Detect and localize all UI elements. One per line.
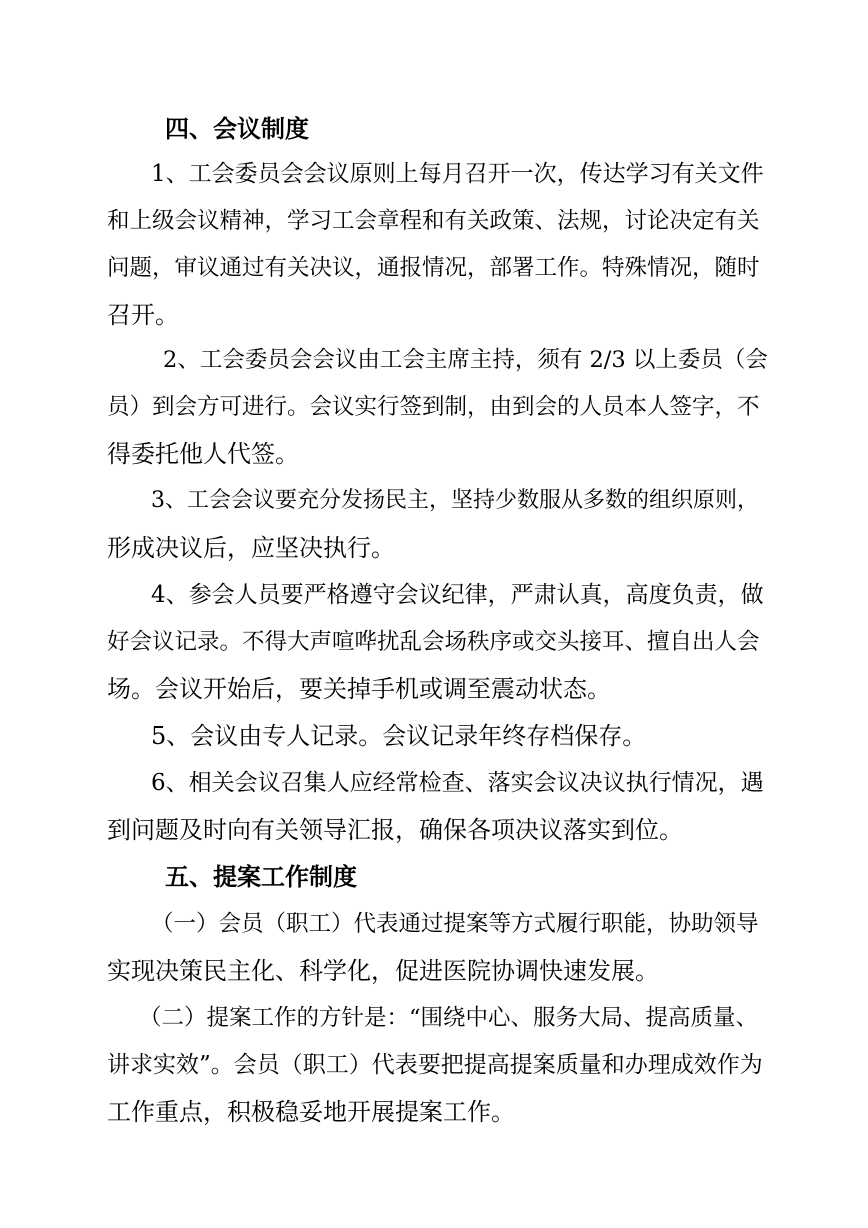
text-line: 实现决策民主化、科学化，促进医院协调快速发展。 [107, 957, 659, 985]
text-line: 得委托他人代签。 [107, 440, 299, 468]
section-heading-meeting-system: 四、会议制度 [165, 115, 309, 143]
text-line: 到问题及时向有关领导汇报，确保各项决议落实到位。 [107, 816, 683, 844]
text-line: 2、工会委员会会议由工会主席主持，须有 2/3 以上委员（会 [163, 347, 768, 373]
text-line: 1、工会委员会会议原则上每月召开一次，传达学习有关文件 [151, 161, 764, 187]
text-line: （一）会员（职工）代表通过提案等方式履行职能，协助领导 [151, 911, 759, 937]
section-heading-proposal-system: 五、提案工作制度 [165, 863, 357, 891]
text-line: 讲求实效”。会员（职工）代表要把提高提案质量和办理成效作为 [107, 1052, 763, 1078]
text-line: 问题，审议通过有关决议，通报情况，部署工作。特殊情况，随时 [107, 255, 760, 281]
text-line: 工作重点，积极稳妥地开展提案工作。 [107, 1098, 515, 1126]
text-line: 6、相关会议召集人应经常检查、落实会议决议执行情况，遇 [151, 770, 764, 796]
text-line: 4、参会人员要严格遵守会议纪律，严肃认真，高度负责，做 [151, 582, 764, 608]
text-line: 形成决议后，应坚决执行。 [107, 534, 395, 562]
text-line: 3、工会会议要充分发扬民主，坚持少数服从多数的组织原则， [151, 488, 759, 513]
text-line: 好会议记录。不得大声喧哗扰乱会场秩序或交头接耳、擅自出人会 [107, 629, 760, 655]
text-line: 员）到会方可进行。会议实行签到制，由到会的人员本人签字，不 [107, 394, 760, 420]
text-line: （二）提案工作的方针是：“围绕中心、服务大局、提高质量、 [139, 1005, 759, 1031]
text-line: 和上级会议精神，学习工会章程和有关政策、法规，讨论决定有关 [107, 208, 760, 234]
text-line: 召开。 [107, 301, 179, 329]
text-line: 场。会议开始后，要关掉手机或调至震动状态。 [107, 675, 611, 703]
text-line: 5、会议由专人记录。会议记录年终存档保存。 [151, 722, 647, 750]
